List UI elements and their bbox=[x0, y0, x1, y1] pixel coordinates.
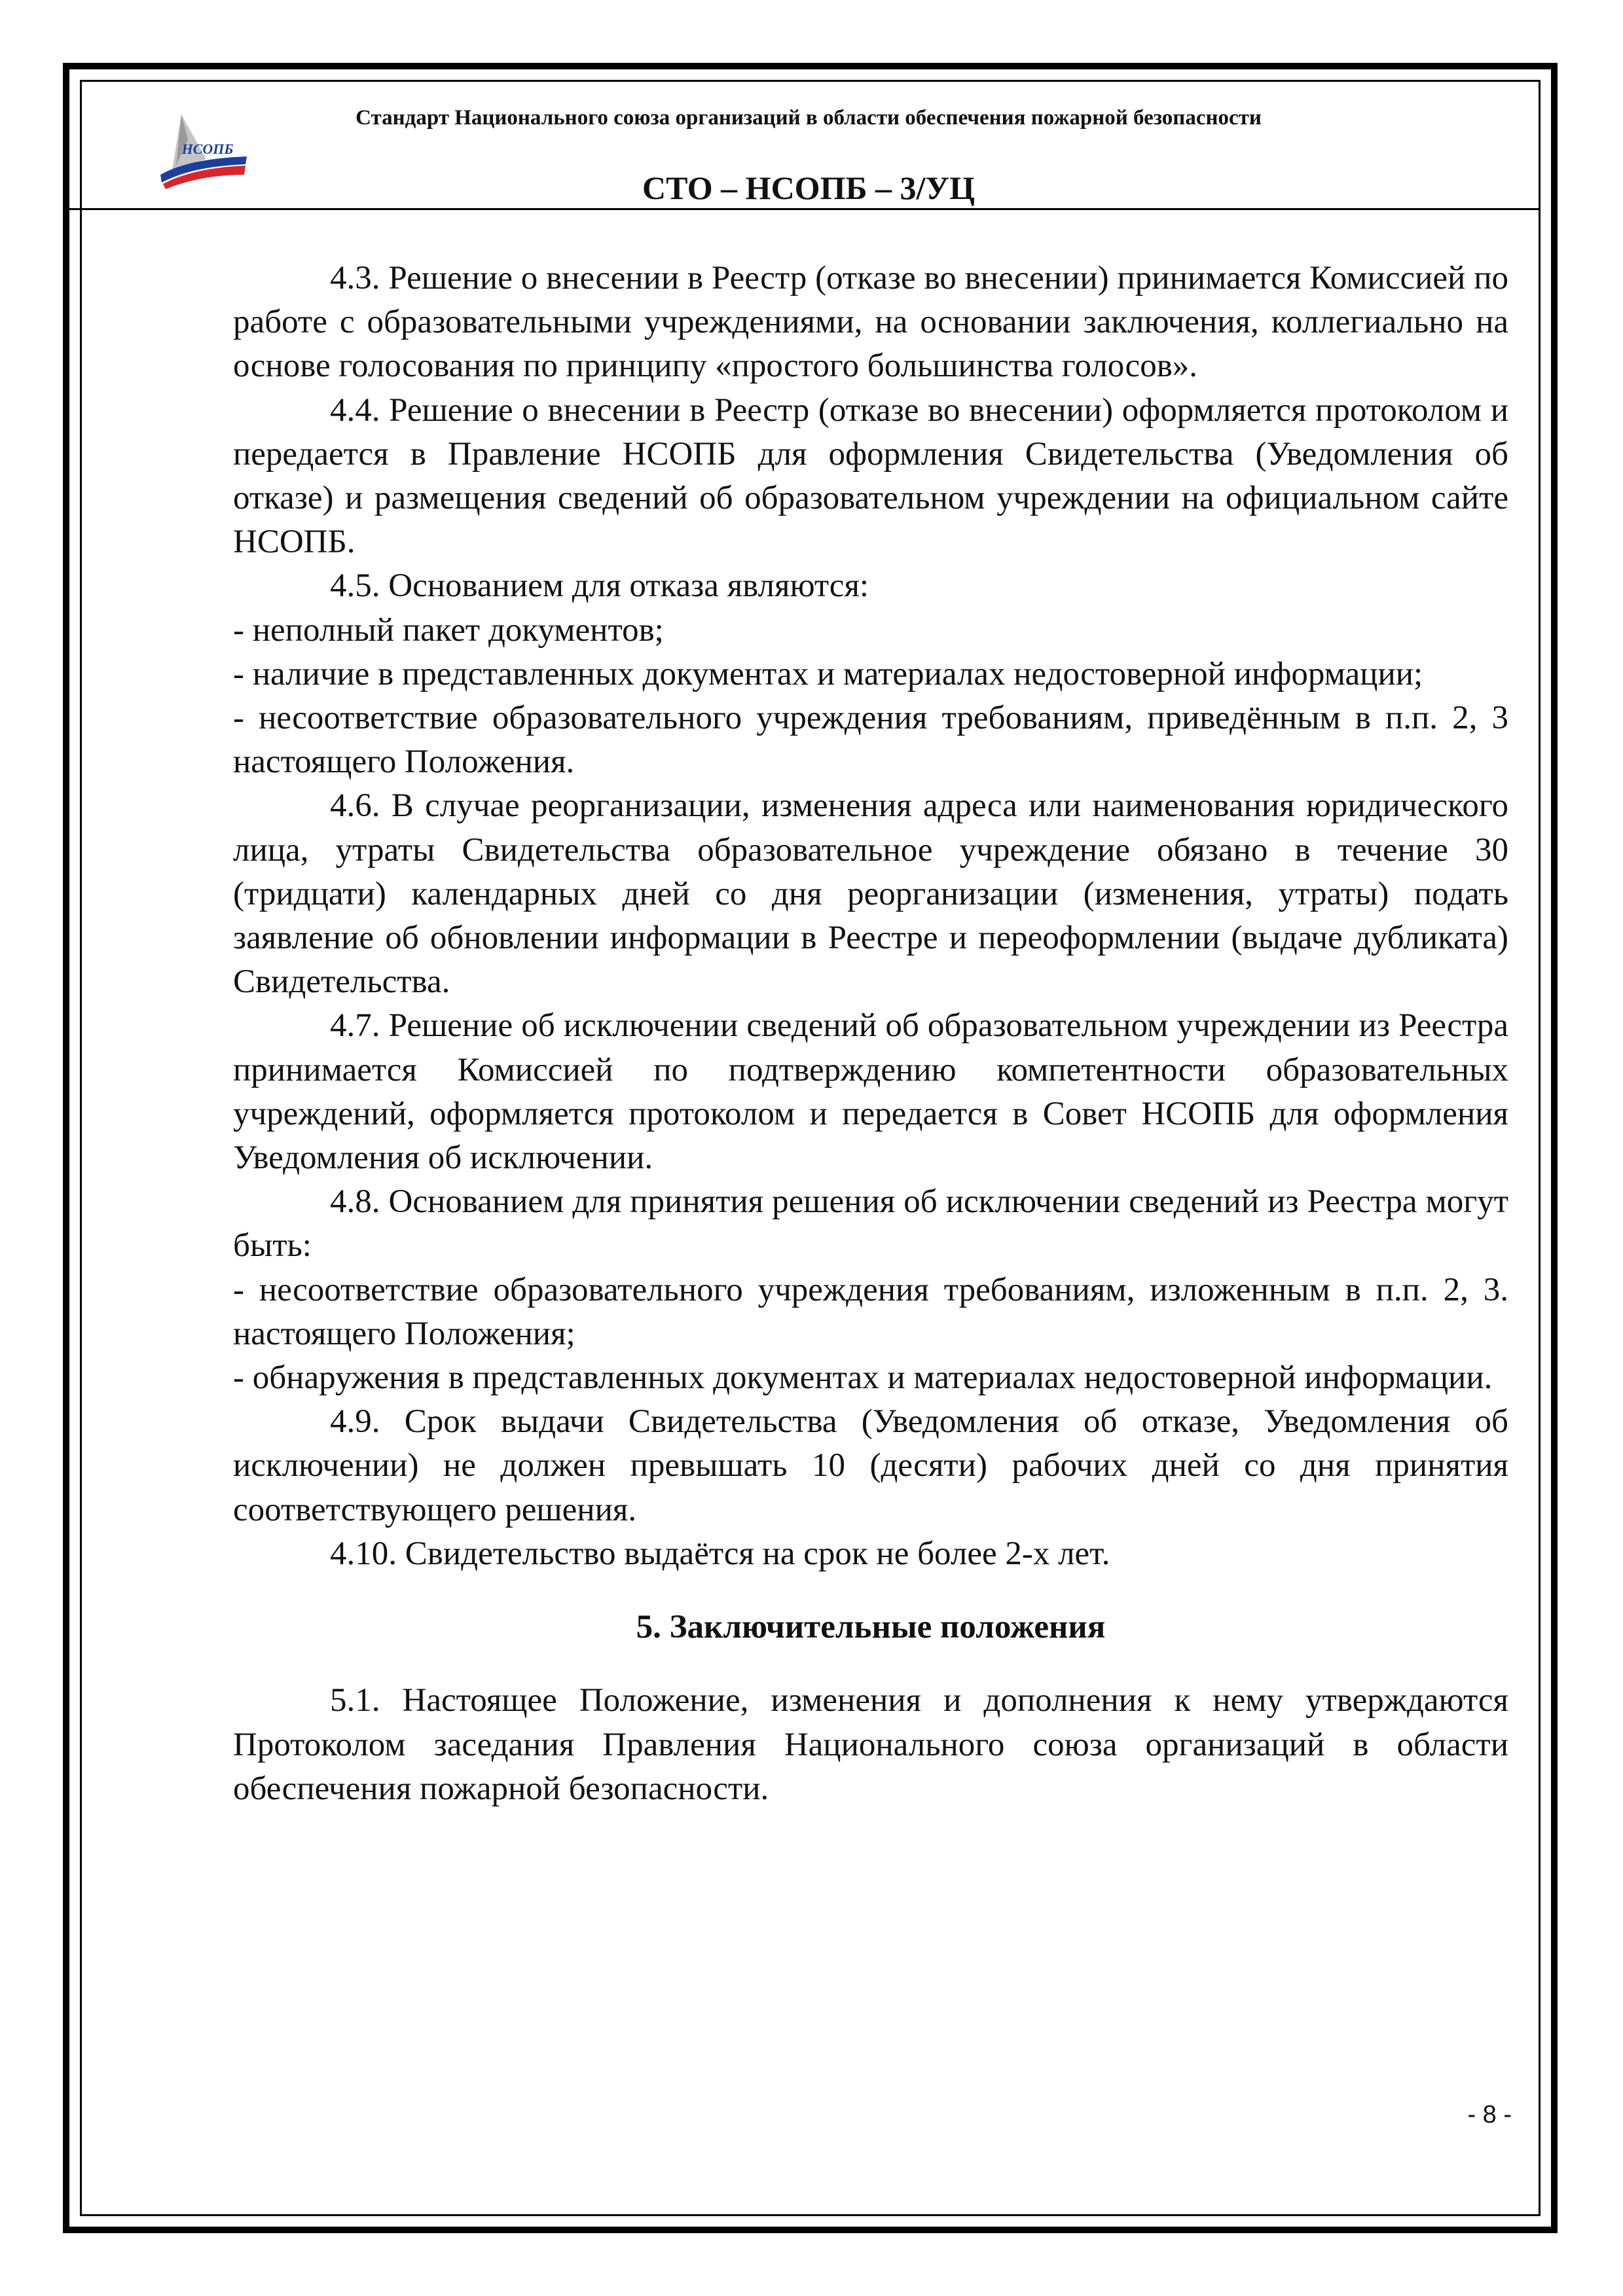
paragraph-4-5: 4.5. Основанием для отказа являются: bbox=[330, 567, 869, 605]
header-rule bbox=[65, 208, 1539, 210]
logo-text: НСОПБ bbox=[181, 141, 234, 157]
list-item-4-8-1: - несоответствие образовательного учреждения требованиям, изложенным в п.п. 2, 3. настоящего Положения; bbox=[233, 1271, 1508, 1352]
document-body bbox=[233, 257, 1508, 1811]
paragraph-4-7: 4.7. Решение об исключении сведений об образовательном учреждении из Реестра принимается Комиссией по подтверждению компетентности образовательных учреждений, оформляется протоколом и передается в Совет НСОПБ для оформления Уведомления об исключении. bbox=[233, 1007, 1508, 1177]
list-item-4-5-1: - неполный пакет документов; bbox=[233, 611, 664, 649]
list-item-4-5-3: - несоответствие образовательного учреждения требованиям, приведённым в п.п. 2, 3 настоящего Положения. bbox=[233, 700, 1508, 781]
list-item-4-5-2: - наличие в представленных документах и материалах недостоверной информации; bbox=[233, 655, 1423, 692]
header-organization-line: Стандарт Национального союза организаций в области обеспечения пожарной безопасности bbox=[356, 106, 1262, 130]
paragraph-4-8: 4.8. Основанием для принятия решения об исключении сведений из Реестра могут быть: bbox=[233, 1183, 1508, 1265]
paragraph-4-6: 4.6. В случае реорганизации, изменения адреса или наименования юридического лица, утраты Свидетельства образовательное учреждение обязано в течение 30 (тридцати) календарных дней со дня реорганизации (изменения, утраты) подать заявление об обновлении информации в Реестре и переоформлении (выдаче дубликата) Свидетельства. bbox=[233, 787, 1508, 1001]
section-5-title: 5. Заключительные положения bbox=[636, 1609, 1106, 1646]
paragraph-4-3: 4.3. Решение о внесении в Реестр (отказе во внесении) принимается Комиссией по работе с образовательными учреждениями, на основании заключения, коллегиально на основе голосования по принципу «простого большинства голосов». bbox=[233, 260, 1508, 385]
document-code: СТО – НСОПБ – 3/УЦ bbox=[642, 170, 975, 206]
paragraph-4-9: 4.9. Срок выдачи Свидетельства (Уведомления об отказе, Уведомления об исключении) не должен превышать 10 (десяти) рабочих дней со дня принятия соответствующего решения. bbox=[233, 1403, 1508, 1528]
paragraph-5-1: 5.1. Настоящее Положение, изменения и дополнения к нему утверждаются Протоколом заседания Правления Национального союза организаций в области обеспечения пожарной безопасности. bbox=[233, 1682, 1508, 1807]
paragraph-4-4: 4.4. Решение о внесении в Реестр (отказе во внесении) оформляется протоколом и передается в Правление НСОПБ для оформления Свидетельства (Уведомления об отказе) и размещения сведений об образовательном учреждении на официальном сайте НСОПБ. bbox=[233, 391, 1508, 561]
list-item-4-8-2: - обнаружения в представленных документах и материалах недостоверной информации. bbox=[233, 1359, 1493, 1397]
paragraph-4-10: 4.10. Свидетельство выдаётся на срок не более 2-х лет. bbox=[330, 1535, 1110, 1572]
page-number: - 8 - bbox=[1467, 2101, 1512, 2128]
